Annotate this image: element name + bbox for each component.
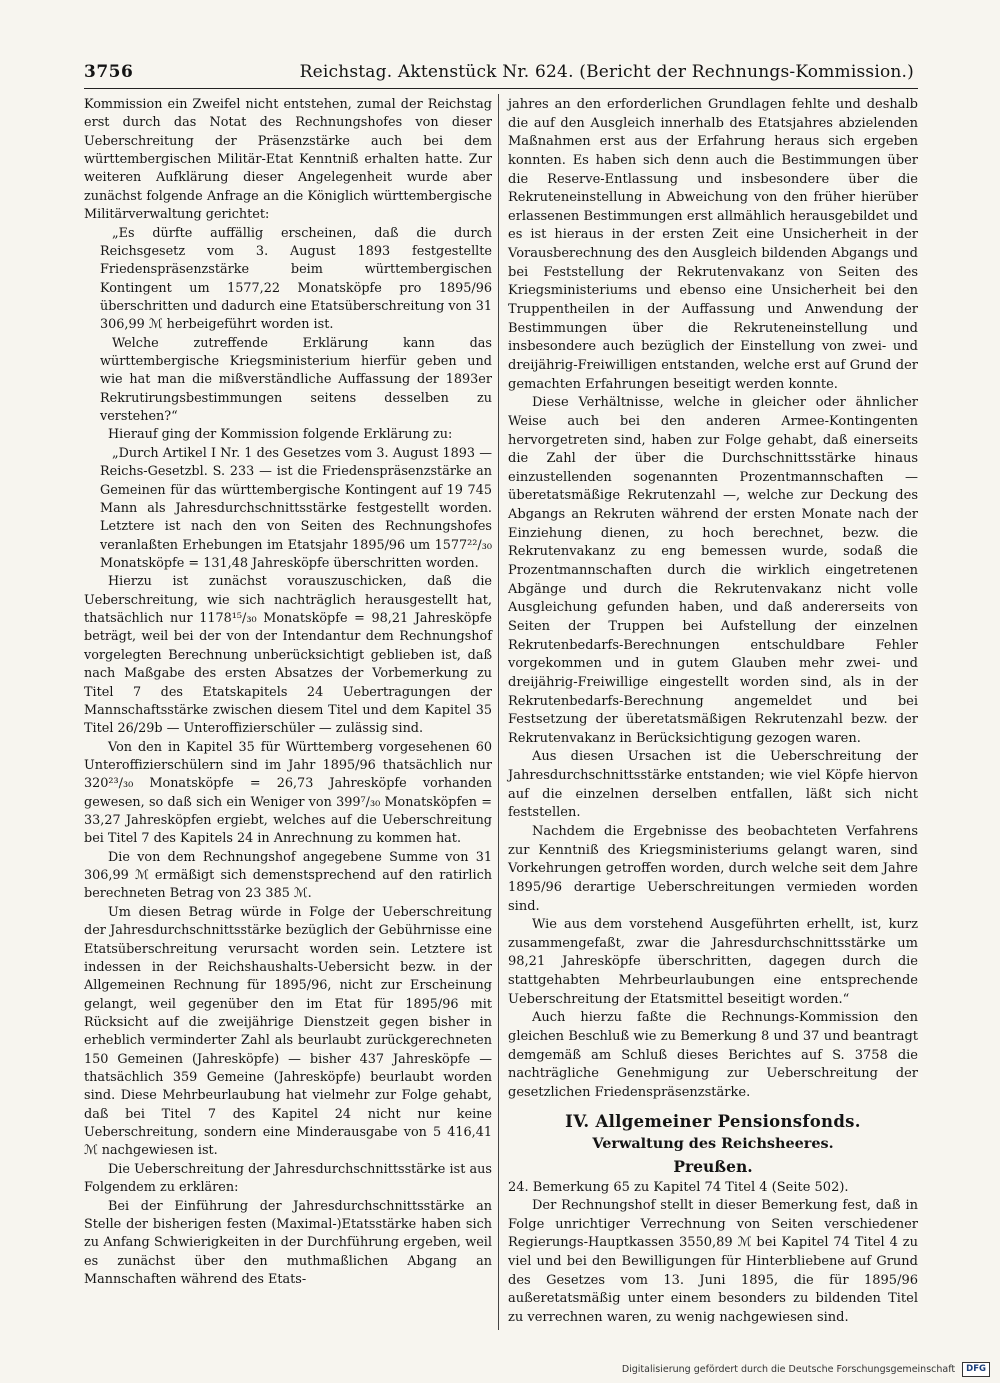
page-number: 3756 [84, 62, 134, 82]
dfg-logo-icon: DFG [962, 1362, 990, 1377]
paragraph: Um diesen Betrag würde in Folge der Ueberschreitung der Jahresdurchschnittsstärke bezüglich der Gebührnisse eine Etatsüberschreitung verursacht worden sein. Letztere ist indessen in der Reichshaushalts-Uebersicht bezw. in der Allgemeinen Rechnung für 1895/96, nicht zur Erscheinung gelangt, weil gegenüber den im Etat für 1895/96 mit Rücksicht auf die zweijährige Dienstzeit gegen bisher in erheblich verminderter Zahl als beurlaubt zurückgerechneten 150 Gemeinen (Jahresköpfe) — bisher 437 Jahresköpfe — thatsächlich 359 Gemeine (Jahresköpfe) beurlaubt worden sind. Diese Mehrbeurlaubung hat vielmehr zur Folge gehabt, daß bei Titel 7 des Kapitel 24 nicht nur keine Ueberschreitung, sondern eine Minderausgabe von 5 416,41 ℳ nachgewiesen ist. [84, 904, 492, 1159]
section-subtitle: Verwaltung des Reichsheeres. [592, 1135, 834, 1153]
paragraph: Von den in Kapitel 35 für Württemberg vorgesehenen 60 Unteroffizierschülern sind im Jahr 1895/96 thatsächlich nur 320²³/₃₀ Monatsköpfe = 26,73 Jahresköpfe vorhanden gewesen, so daß sich ein Weniger von 399⁷/₃₀ Monatsköpfen = 33,27 Jahresköpfen ergiebt, welches auf die Ueberschreitung bei Titel 7 des Kapitels 24 in Anrechnung zu kommen hat. [84, 739, 492, 847]
quoted-paragraph: Welche zutreffende Erklärung kann das württembergische Kriegsministerium hierfür geben und wie hat man die mißverständliche Auffassung der 1893er Rekrutirungsbestimmungen seitens desselben zu verstehen?“ [100, 335, 492, 425]
paragraph: Diese Verhältnisse, welche in gleicher oder ähnlicher Weise auch bei den anderen Armee-Kontingenten hervorgetreten sind, haben zur Folge gehabt, daß einerseits die Zahl der über die Durchschnittsstärke hinaus einzustellenden sogenannten Prozentmannschaften — überetatsmäßige Rekrutenzahl —, welche zur Deckung des Abgangs an Rekruten während der ersten Monate nach der Einziehung dienen, zu hoch berechnet, bezw. die Rekrutenvakanz zu eng bemessen wurde, sodaß die Prozentmannschaften durch die wirklich eingetretenen Abgänge und durch die Rekrutenvakanz nicht volle Ausgleichung gefunden haben, und daß andererseits von Seiten der Truppen bei Aufstellung der einzelnen Rekrutenbedarfs-Berechnungen entschuldbare Fehler vorgekommen und in gutem Glauben mehr zwei- und dreijährig-Freiwillige eingestellt worden sind, als in der Rekrutenbedarfs-Berechnung angemeldet und bei Festsetzung der überetatsmäßigen Rekrutenzahl bezw. der Rekrutenvakanz in Berücksichtigung gezogen waren. [508, 395, 918, 746]
quoted-paragraph: „Es dürfte auffällig erscheinen, daß die durch Reichsgesetz vom 3. August 1893 festgestellte Friedenspräsenzstärke beim württembergischen Kontingent um 1577,22 Monatsköpfe pro 1895/96 überschritten und dadurch eine Etatsüberschreitung von 31 306,99 ℳ herbeigeführt worden ist. [100, 225, 492, 333]
paragraph: Hierzu ist zunächst vorauszuschicken, daß die Ueberschreitung, wie sich nachträglich herausgestellt hat, thatsächlich nur 1178¹⁵/₃₀ Monatsköpfe = 98,21 Jahresköpfe beträgt, weil bei der von der Intendantur dem Rechnungshof vorgelegten Berechnung unberücksichtigt geblieben ist, daß nach Maßgabe des ersten Absatzes der Vorbemerkung zu Titel 7 des Etatskapitels 24 Uebertragungen der Mannschaftsstärke zwischen diesem Titel und dem Kapitel 35 Titel 26/29b — Unteroffizierschüler — zulässig sind. [84, 574, 492, 737]
footer-text: Digitalisierung gefördert durch die Deutsche Forschungsgemeinschaft [621, 1364, 956, 1375]
paragraph: jahres an den erforderlichen Grundlagen fehlte und deshalb die auf den Ausgleich innerhalb des Etatsjahres abzielenden Maßnahmen erst aus der Erfahrung heraus sich ergeben konnten. Es haben sich denn auch die Bestimmungen über die Reserve-Entlassung und insbesondere über die Rekruteneinstellung in Abweichung von den früher hierüber erlassenen Bestimmungen erst allmählich herausgebildet und es ist hieraus in der ersten Zeit eine Unsicherheit in der Vorausberechnung des den Ausgleich bildenden Abgangs und bei Feststellung der Rekrutenvakanz von Seiten des Kriegsministeriums und ebenso eine Unsicherheit bei den Truppentheilen in der Auffassung und Anwendung der Bestimmungen über die Rekruteneinstellung und insbesondere auch bezüglich der Einstellung von zwei- und dreijährig-Freiwilligen entstanden, welche erst auf Grund der gemachten Erfahrungen beseitigt werden konnte. [508, 97, 918, 392]
paragraph: Wie aus dem vorstehend Ausgeführten erhellt, ist, kurz zusammengefaßt, zwar die Jahresdurchschnittsstärke um 98,21 Jahresköpfe überschritten, dagegen durch die stattgehabten Mehrbeurlaubungen eine entsprechende Ueberschreitung der Etatsmittel beseitigt worden.“ [508, 917, 918, 1007]
digitization-footer [620, 1362, 990, 1378]
section-title: IV. Allgemeiner Pensionsfonds. [565, 1111, 861, 1131]
right-column [508, 96, 918, 1328]
paragraph: Die von dem Rechnungshof angegebene Summe von 31 306,99 ℳ ermäßigt sich demenstsprechend auf den ratirlich berechneten Betrag von 23 385 ℳ. [84, 849, 492, 902]
paragraph: Kommission ein Zweifel nicht entstehen, zumal der Reichstag erst durch das Notat des Rechnungshofes von dieser Ueberschreitung der Präsenzstärke auch bei dem württembergischen Militär-Etat Kenntniß erhalten hatte. Zur weiteren Aufklärung dieser Angelegenheit wurde aber zunächst folgende Anfrage an die Königlich württembergische Militärverwaltung gerichtet: [84, 97, 492, 223]
paragraph: Aus diesen Ursachen ist die Ueberschreitung der Jahresdurchschnittsstärke entstanden; wie viel Köpfe hiervon auf die einzelnen derselben entfallen, läßt sich nicht feststellen. [508, 749, 918, 821]
paragraph: Der Rechnungshof stellt in dieser Bemerkung fest, daß in Folge unrichtiger Verrechnung von Seiten verschiedener Regierungs-Hauptkassen 3550,89 ℳ bei Kapitel 74 Titel 4 zu viel und bei den Bewilligungen für Hinterbliebene auf Grund des Gesetzes vom 13. Juni 1895, die für 1895/96 außeretatsmäßig unter einem besonders zu bildenden Titel zu verrechnen waren, zu wenig nachgewiesen sind. [508, 1198, 918, 1325]
header-rule [84, 88, 918, 89]
paragraph: Nachdem die Ergebnisse des beobachteten Verfahrens zur Kenntniß des Kriegsministeriums gelangt waren, sind Vorkehrungen getroffen worden, durch welche seit dem Jahre 1895/96 derartige Ueberschreitungen vermieden worden sind. [508, 823, 918, 914]
paragraph: Die Ueberschreitung der Jahresdurchschnittsstärke ist aus Folgendem zu erklären: [84, 1161, 492, 1196]
paragraph: Hierauf ging der Kommission folgende Erklärung zu: [108, 427, 453, 443]
quoted-paragraph: „Durch Artikel I Nr. 1 des Gesetzes vom 3. August 1893 — Reichs-Gesetzbl. S. 233 — ist die Friedenspräsenzstärke an Gemeinen für das württembergische Kontingent auf 19 745 Mann als Jahresdurchschnittsstärke festgestellt worden. Letztere ist nach den von Seiten des Rechnungshofes veranlaßten Erhebungen im Etatsjahr 1895/96 um 1577²²/₃₀ Monatsköpfe = 131,48 Jahresköpfe überschritten worden. [100, 445, 492, 571]
paragraph: Bei der Einführung der Jahresdurchschnittsstärke an Stelle der bisherigen festen (Maximal-)Etatsstärke haben sich zu Anfang Schwierigkeiten in der Durchführung ergeben, weil es zunächst über den muthmaßlichen Abgang an Mannschaften während des Etats- [84, 1198, 492, 1287]
left-column [84, 96, 492, 1289]
page-header [84, 58, 918, 86]
running-head: Reichstag. Aktenstück Nr. 624. (Bericht der Rechnungs-Kommission.) [299, 62, 914, 82]
item-heading: 24. Bemerkung 65 zu Kapitel 74 Titel 4 (Seite 502). [508, 1179, 849, 1195]
paragraph: Auch hierzu faßte die Rechnungs-Kommission den gleichen Beschluß wie zu Bemerkung 8 und 37 und beantragt demgemäß am Schluß dieses Berichtes auf S. 3758 die nachträgliche Genehmigung zur Ueberschreitung der gesetzlichen Friedenspräsenzstärke. [508, 1010, 918, 1100]
column-divider [498, 94, 499, 1330]
section-subtitle-state: Preußen. [673, 1156, 753, 1176]
